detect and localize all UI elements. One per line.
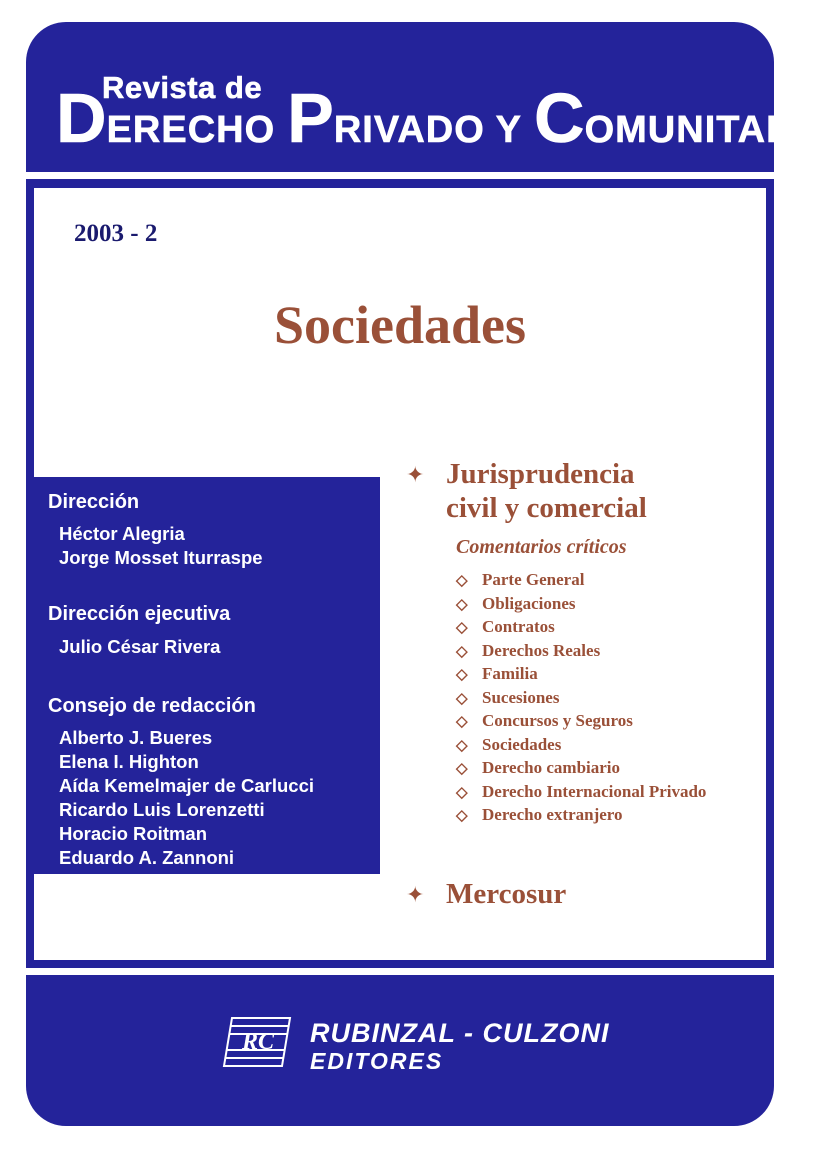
staff-name: Julio César Rivera — [59, 636, 221, 657]
staff-name: Eduardo A. Zannoni — [59, 847, 235, 868]
list-item: ◇ Derecho extranjero — [456, 803, 706, 827]
list-item: ◇ Derecho cambiario — [456, 756, 706, 780]
staff-name: Alberto J. Bueres — [59, 727, 213, 748]
list-item: ◇ Sociedades — [456, 733, 706, 757]
diamond-icon: ◇ — [456, 714, 468, 730]
bullet-star-icon: ✦ — [406, 882, 425, 907]
title-initial: P — [287, 79, 334, 157]
issue-topic: Sociedades — [273, 295, 527, 355]
consejo-heading: Consejo de redacción — [48, 695, 256, 717]
editorial-staff-box — [26, 477, 380, 874]
title-initial: C — [534, 79, 585, 157]
diamond-icon: ◇ — [456, 808, 468, 824]
publisher-block — [218, 1000, 638, 1090]
diamond-icon: ◇ — [456, 573, 468, 589]
diamond-icon: ◇ — [456, 784, 468, 801]
topic-list — [456, 568, 706, 827]
list-item: ◇ Contratos — [456, 615, 706, 639]
staff-name: Ricardo Luis Lorenzetti — [59, 799, 265, 820]
list-item: ◇ Derechos Reales — [456, 639, 706, 663]
list-item: ◇ Sucesiones — [456, 686, 706, 710]
diamond-icon: ◇ — [456, 620, 468, 636]
publisher-sub: EDITORES — [310, 1048, 444, 1074]
direccion-heading: Dirección — [48, 491, 140, 513]
diamond-icon: ◇ — [456, 667, 468, 683]
staff-name: Héctor Alegria — [59, 523, 185, 544]
title-word: ERECHO — [106, 109, 276, 151]
list-item: ◇ Parte General — [456, 568, 706, 592]
diamond-icon: ◇ — [456, 596, 468, 613]
diamond-icon: ◇ — [456, 737, 468, 754]
diamond-icon: ◇ — [456, 761, 468, 777]
staff-name: Aída Kemelmajer de Carlucci — [59, 775, 314, 796]
section-title: Mercosur — [446, 878, 567, 910]
list-item: ◇ Derecho Internacional Privado — [456, 780, 706, 804]
section-subtitle: Comentarios críticos — [456, 536, 627, 558]
magazine-cover — [26, 22, 837, 1126]
separator-line — [26, 968, 774, 975]
cover-header — [26, 22, 837, 172]
diamond-icon: ◇ — [456, 690, 468, 707]
list-item: ◇ Familia — [456, 662, 706, 686]
staff-name: Horacio Roitman — [59, 823, 208, 844]
journal-title-prefix: Revista de — [102, 70, 263, 105]
section-title: Jurisprudencia — [446, 458, 635, 490]
title-word: RIVADO Y — [333, 109, 523, 151]
publisher-logo-icon — [218, 1010, 298, 1074]
staff-name: Elena I. Highton — [59, 751, 199, 772]
publisher-name: RUBINZAL - CULZONI — [310, 1018, 610, 1048]
logo-letters: RC — [241, 1029, 275, 1055]
separator-line — [26, 172, 774, 179]
list-item: ◇ Concursos y Seguros — [456, 709, 706, 733]
section-title: civil y comercial — [446, 492, 647, 524]
title-initial: D — [56, 79, 107, 157]
list-item: ◇ Obligaciones — [456, 592, 706, 616]
issue-number: 2003 - 2 — [74, 220, 158, 247]
staff-name: Jorge Mosset Iturraspe — [59, 547, 263, 568]
direccion-ejecutiva-heading: Dirección ejecutiva — [48, 603, 231, 625]
bullet-star-icon: ✦ — [406, 462, 425, 487]
title-word: OMUNITARIO — [584, 109, 837, 151]
diamond-icon: ◇ — [456, 643, 468, 660]
